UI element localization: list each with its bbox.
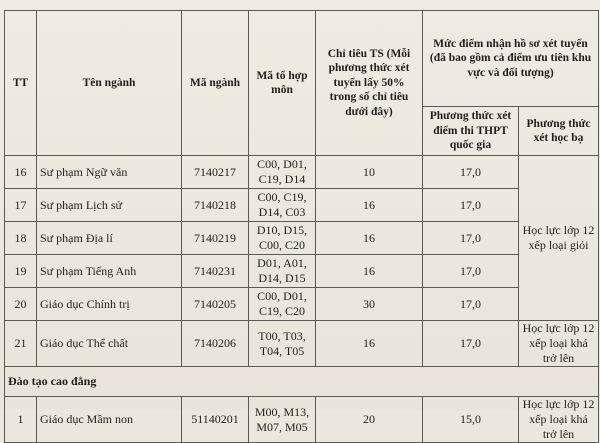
cell-diem-thpt: 17,0: [423, 156, 519, 189]
cell-diem-thpt: 17,0: [423, 189, 519, 222]
cell-ten-nganh: Giáo dục Thể chất: [37, 321, 182, 367]
admissions-table: [4, 10, 599, 443]
cell-diem-thpt: 17,0: [423, 321, 519, 367]
table-row: [5, 397, 599, 443]
cell-tt: 19: [5, 255, 37, 288]
cell-hoc-ba-gioi: Học lực lớp 12 xếp loại giỏi: [519, 156, 599, 321]
table-row: [5, 189, 599, 222]
cell-tt: 16: [5, 156, 37, 189]
cell-ma-nganh: 51140201: [182, 397, 249, 443]
section-cao-dang: Đào tạo cao đẳng: [5, 367, 599, 397]
cell-diem-thpt: 17,0: [423, 255, 519, 288]
cell-diem-thpt: 17,0: [423, 288, 519, 321]
header-ma-to-hop: Mã tổ hợp môn: [249, 11, 316, 156]
cell-ma-nganh: 7140217: [182, 156, 249, 189]
cell-chi-tieu: 10: [316, 156, 423, 189]
cell-ten-nganh: Sư phạm Lịch sử: [37, 189, 182, 222]
cell-ten-nganh: Giáo dục Chính trị: [37, 288, 182, 321]
cell-tt: 1: [5, 397, 37, 443]
header-tt: TT: [5, 11, 37, 156]
cell-chi-tieu: 16: [316, 222, 423, 255]
cell-tt: 17: [5, 189, 37, 222]
cell-to-hop: M00, M13, M07, M05: [249, 397, 316, 443]
header-pt-hoc-ba: Phương thức xét học bạ: [519, 107, 599, 156]
cell-tt: 20: [5, 288, 37, 321]
cell-chi-tieu: 16: [316, 321, 423, 367]
table-row: [5, 288, 599, 321]
cell-ma-nganh: 7140205: [182, 288, 249, 321]
section-row: [5, 367, 599, 397]
cell-to-hop: C00, D01, C19, C20: [249, 288, 316, 321]
cell-hoc-ba-kha: Học lực lớp 12 xếp loại khá trở lên: [519, 321, 599, 367]
header-row: [5, 11, 599, 107]
cell-ten-nganh: Sư phạm Ngữ văn: [37, 156, 182, 189]
table-row: [5, 321, 599, 367]
cell-chi-tieu: 20: [316, 397, 423, 443]
cell-to-hop: T00, T03, T04, T05: [249, 321, 316, 367]
cell-ma-nganh: 7140218: [182, 189, 249, 222]
cell-tt: 18: [5, 222, 37, 255]
cell-diem-thpt: 15,0: [423, 397, 519, 443]
cell-to-hop: C00, C19, D14, C03: [249, 189, 316, 222]
header-chi-tieu: Chỉ tiêu TS (Mỗi phương thức xét tuyển lấy 50% trong số chỉ tiêu dưới đây): [316, 11, 423, 156]
header-muc-diem: Mức điểm nhận hồ sơ xét tuyển (đã bao gồm cả điểm ưu tiên khu vực và đối tượng): [423, 11, 599, 107]
cell-to-hop: D10, D15, C00, C20: [249, 222, 316, 255]
header-ten-nganh: Tên ngành: [37, 11, 182, 156]
cell-ten-nganh: Sư phạm Tiếng Anh: [37, 255, 182, 288]
cell-to-hop: D01, A01, D14, D15: [249, 255, 316, 288]
cell-to-hop: C00, D01, C19, D14: [249, 156, 316, 189]
cell-ten-nganh: Sư phạm Địa lí: [37, 222, 182, 255]
cell-ma-nganh: 7140219: [182, 222, 249, 255]
header-pt-thpt: Phương thức xét điểm thi THPT quốc gia: [423, 107, 519, 156]
cell-tt: 21: [5, 321, 37, 367]
cell-ma-nganh: 7140231: [182, 255, 249, 288]
table-row: [5, 156, 599, 189]
header-ma-nganh: Mã ngành: [182, 11, 249, 156]
cell-ten-nganh: Giáo dục Mầm non: [37, 397, 182, 443]
cell-diem-thpt: 17,0: [423, 222, 519, 255]
cell-chi-tieu: 16: [316, 255, 423, 288]
table-row: [5, 222, 599, 255]
cell-ma-nganh: 7140206: [182, 321, 249, 367]
cell-chi-tieu: 16: [316, 189, 423, 222]
cell-chi-tieu: 30: [316, 288, 423, 321]
table-row: [5, 255, 599, 288]
cell-hoc-ba: Học lực lớp 12 xếp loại khá trở lên: [519, 397, 599, 443]
